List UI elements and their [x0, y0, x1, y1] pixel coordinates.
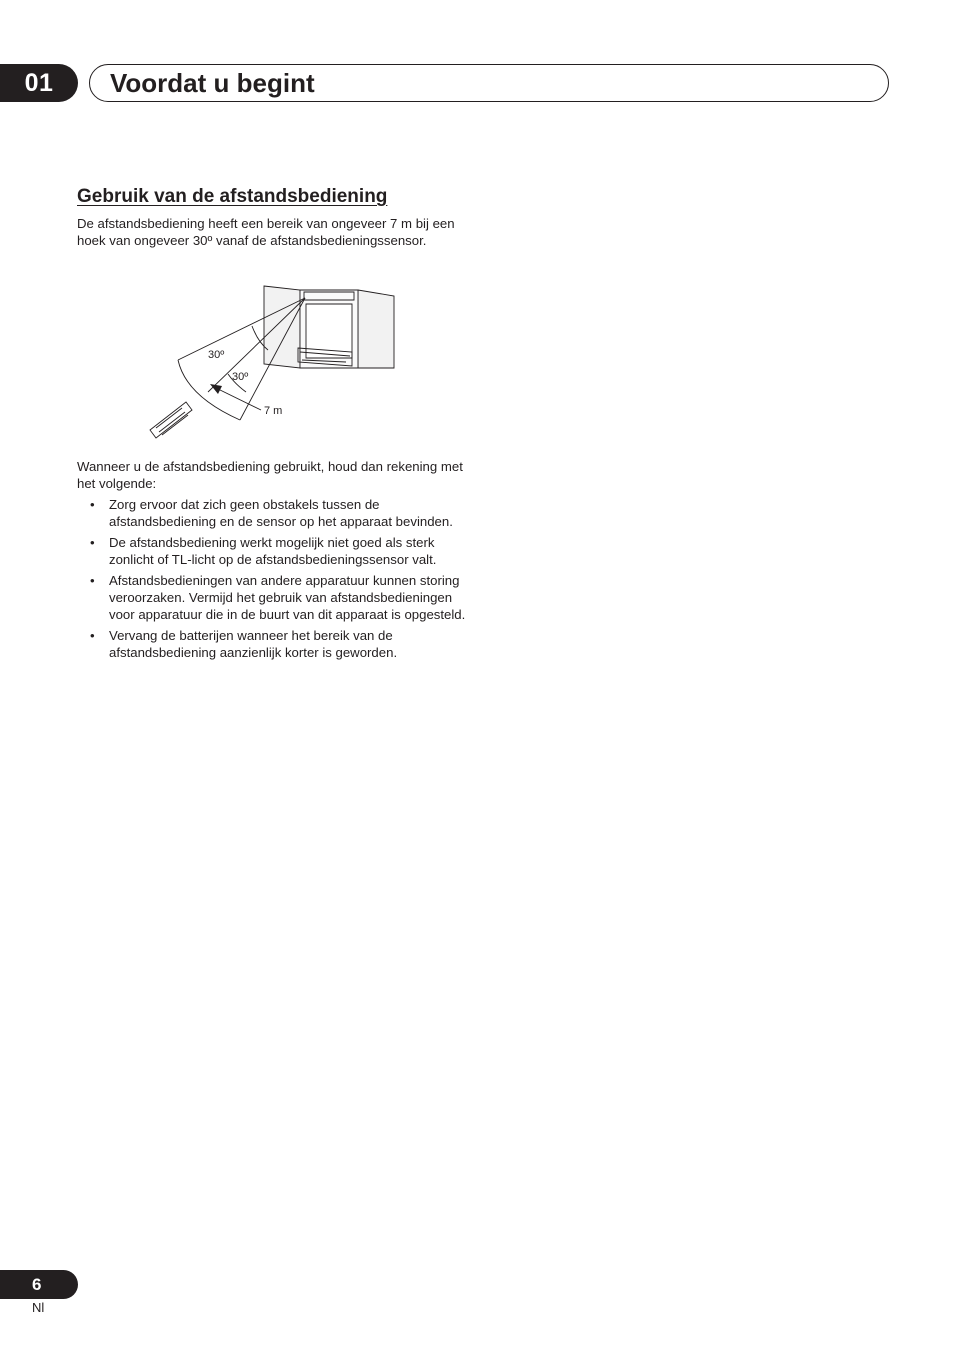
list-item-text: Vervang de batterijen wanneer het bereik van de afstandsbediening aanzienlijk korter is geworden.: [109, 628, 398, 660]
page-number-badge: 6: [0, 1270, 78, 1299]
angle-label-2: 30º: [232, 371, 249, 383]
chapter-number-badge: 01: [0, 64, 78, 102]
list-item-text: Afstandsbedieningen van andere apparatuur kunnen storing veroorzaken. Vermijd het gebruik van afstandsbedieningen voor apparatuur die in de buurt van dit apparaat is opgesteld.: [109, 573, 466, 622]
bullet-symbol: •: [90, 497, 95, 512]
language-code: Nl: [32, 1300, 45, 1315]
chapter-title-box: [89, 64, 889, 102]
remote-range-illustration: [140, 280, 400, 445]
bullet-symbol: •: [90, 535, 95, 550]
intro-paragraph: De afstandsbediening heeft een bereik van ongeveer 7 m bij een hoek van ongeveer 30º vanaf de afstandsbedieningssensor.: [77, 216, 455, 248]
distance-arrow-head: [210, 384, 222, 394]
lead-paragraph: Wanneer u de afstandsbediening gebruikt, houd dan rekening met het volgende:: [77, 459, 463, 491]
remote-control: [150, 402, 192, 438]
list-item-text: De afstandsbediening werkt mogelijk niet goed als sterk zonlicht of TL-licht op de afstandsbedieningssensor valt.: [109, 535, 437, 567]
bullet-symbol: •: [90, 573, 95, 588]
list-item: [77, 534, 477, 568]
angle-label-1: 30º: [208, 349, 225, 361]
bullet-list: [77, 496, 477, 665]
section-heading: Gebruik van de afstandsbediening: [77, 186, 388, 207]
list-item: [77, 572, 477, 623]
list-item: [77, 496, 477, 530]
right-speaker: [358, 290, 394, 368]
bullet-symbol: •: [90, 628, 95, 643]
list-item: [77, 627, 477, 661]
left-speaker: [264, 286, 300, 368]
distance-label: 7 m: [264, 405, 283, 417]
chapter-title: Voordat u begint: [110, 68, 315, 98]
list-item-text: Zorg ervoor dat zich geen obstakels tussen de afstandsbediening en de sensor op het apparaat bevinden.: [109, 497, 453, 529]
